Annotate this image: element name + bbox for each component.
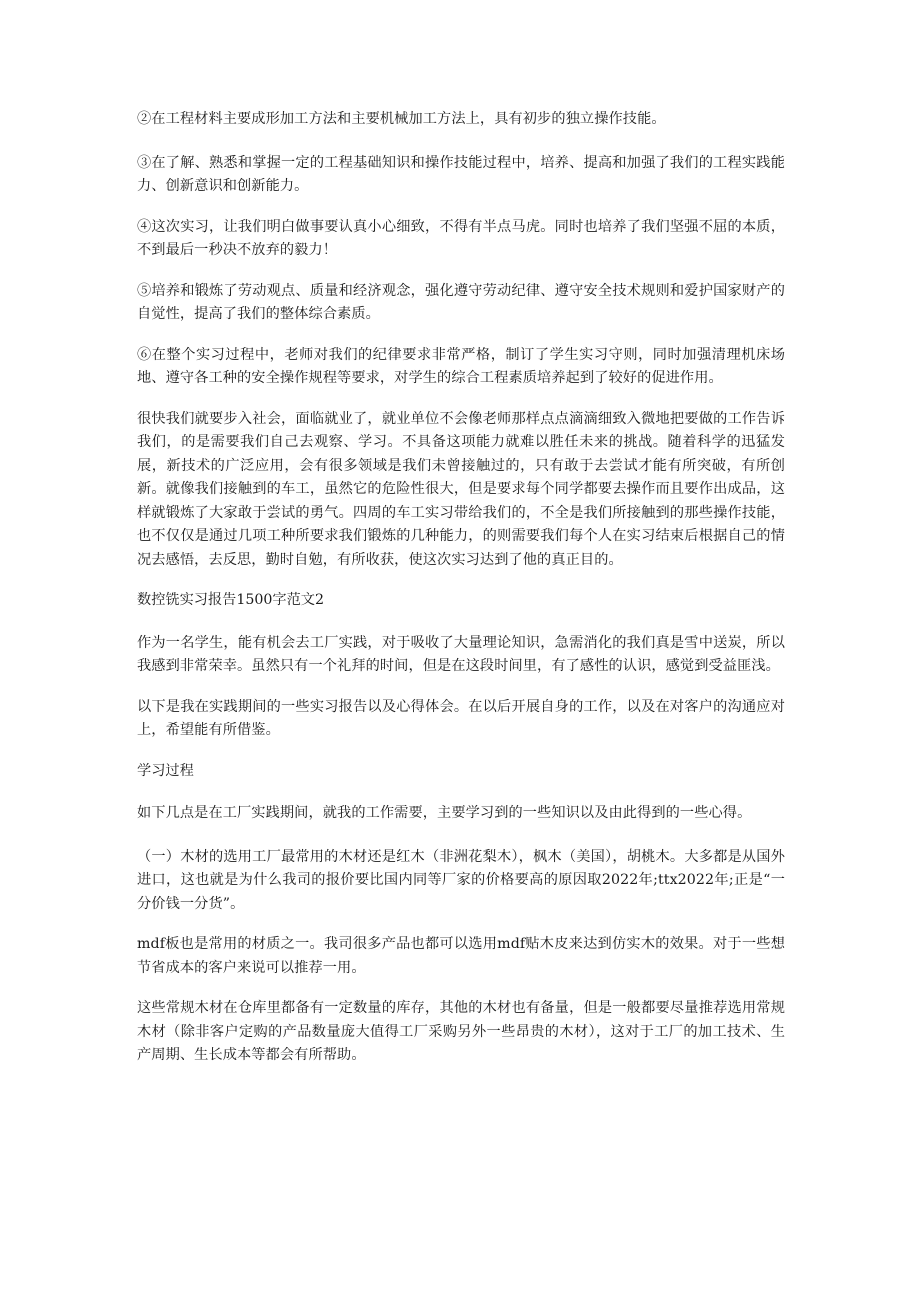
paragraph-item-4: ④这次实习，让我们明白做事要认真小心细致，不得有半点马虎。同时也培养了我们坚强不屈的本质，不到最后一秒决不放弃的毅力！: [137, 218, 785, 258]
document-page: [137, 108, 785, 1085]
section-title-learning-process: 学习过程: [137, 762, 194, 779]
paragraph-inventory: 这些常规木材在仓库里都备有一定数量的库存，其他的木材也有备量，但是一般都要尽量推荐选用常规木材（除非客户定购的产品数量庞大值得工厂采购另外一些昂贵的木材），这对于工厂的加工技术、生产周期、生长成本等都会有所帮助。: [137, 1000, 785, 1063]
paragraph-item-3: ③在了解、熟悉和掌握一定的工程基础知识和操作技能过程中，培养、提高和加强了我们的工程实践能力、创新意识和创新能力。: [137, 154, 785, 194]
paragraph-mdf: mdf板也是常用的材质之一。我司很多产品也都可以选用mdf贴木皮来达到仿实木的效果。对于一些想节省成本的客户来说可以推荐一用。: [137, 936, 785, 976]
paragraph-intro: 作为一名学生，能有机会去工厂实践，对于吸收了大量理论知识，急需消化的我们真是雪中送炭，所以我感到非常荣幸。虽然只有一个礼拜的时间，但是在这段时间里，有了感性的认识，感觉到受益匪浅。: [137, 634, 785, 674]
paragraph-wood-selection: （一）木材的选用工厂最常用的木材还是红木（非洲花梨木），枫木（美国），胡桃木。大多都是从国外进口，这也就是为什么我司的报价要比国内同等厂家的价格要高的原因取2022年;ttx2022年;正是“一分价钱一分货”。: [137, 848, 785, 912]
paragraph-overview: 以下是我在实践期间的一些实习报告以及心得体会。在以后开展自身的工作，以及在对客户的沟通应对上，希望能有所借鉴。: [137, 698, 785, 738]
section-title-sample-2: 数控铣实习报告1500字范文2: [137, 592, 325, 608]
paragraph-item-6: ⑥在整个实习过程中，老师对我们的纪律要求非常严格，制订了学生实习守则，同时加强清理机床场地、遵守各工种的安全操作规程等要求，对学生的综合工程素质培养起到了较好的促进作用。: [137, 346, 785, 386]
paragraph-conclusion: 很快我们就要步入社会，面临就业了，就业单位不会像老师那样点点滴滴细致入微地把要做的工作告诉我们，的是需要我们自己去观察、学习。不具备这项能力就难以胜任未来的挑战。随着科学的迅猛发展，新技术的广泛应用，会有很多领域是我们未曾接触过的，只有敢于去尝试才能有所突破，有所创新。就像我们接触到的车工，虽然它的危险性很大，但是要求每个同学都要去操作而且要作出成品，这样就锻炼了大家敢于尝试的勇气。四周的车工实习带给我们的，不全是我们所接触到的那些操作技能，也不仅仅是通过几项工种所要求我们锻炼的几种能力，的则需要我们每个人在实习结束后根据自己的情况去感悟，去反思，勤时自勉，有所收获，使这次实习达到了他的真正目的。: [137, 410, 785, 568]
paragraph-item-5: ⑤培养和锻炼了劳动观点、质量和经济观念，强化遵守劳动纪律、遵守安全技术规则和爱护国家财产的自觉性，提高了我们的整体综合素质。: [137, 282, 785, 322]
paragraph-learning-points: 如下几点是在工厂实践期间，就我的工作需要，主要学习到的一些知识以及由此得到的一些心得。: [137, 805, 752, 821]
paragraph-item-2: ②在工程材料主要成形加工方法和主要机械加工方法上，具有初步的独立操作技能。: [137, 111, 666, 127]
